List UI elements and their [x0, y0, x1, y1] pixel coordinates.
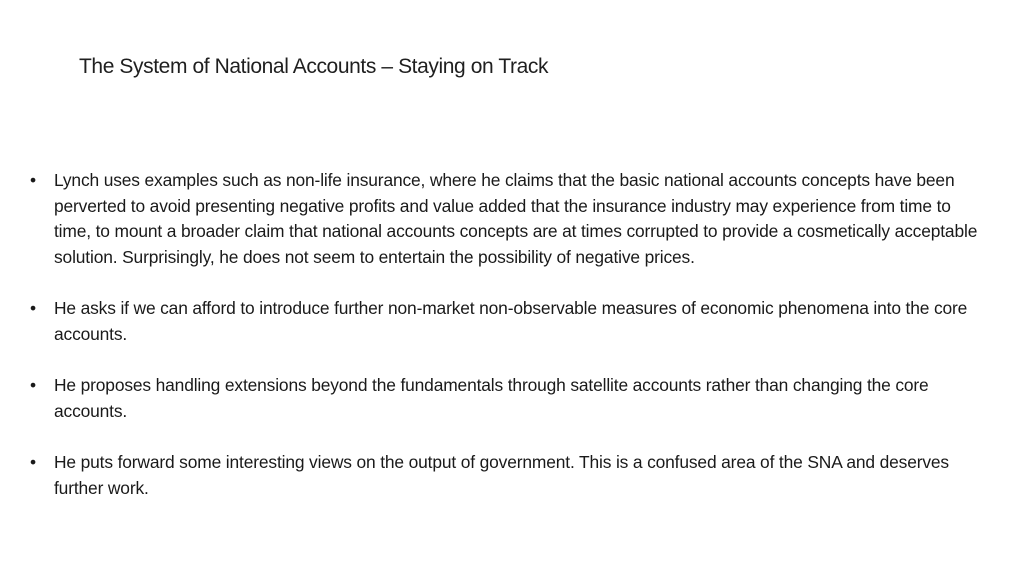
bullet-item [30, 373, 980, 424]
bullet-marker: • [30, 375, 36, 395]
bullet-marker: • [30, 452, 36, 472]
bullet-text: Lynch uses examples such as non-life insurance, where he claims that the basic national accounts concepts have been perverted to avoid presenting negative profits and value added that the insurance industry may experience from time to time, to mount a broader claim that national accounts concepts are at times corrupted to provide a cosmetically acceptable solution. Surprisingly, he does not seem to entertain the possibility of negative prices. [54, 170, 978, 267]
bullet-item [30, 296, 980, 347]
bullet-text: He proposes handling extensions beyond the fundamentals through satellite accounts rather than changing the core accounts. [54, 375, 929, 421]
bullet-text: He puts forward some interesting views on the output of government. This is a confused area of the SNA and deserves further work. [54, 452, 949, 498]
bullet-item [30, 450, 980, 501]
bullet-item [30, 168, 980, 270]
bullet-list [30, 168, 980, 501]
bullet-marker: • [30, 170, 36, 190]
slide-title: The System of National Accounts – Staying on Track [79, 55, 549, 78]
bullet-text: He asks if we can afford to introduce further non-market non-observable measures of economic phenomena into the core accounts. [54, 298, 968, 344]
bullet-marker: • [30, 298, 36, 318]
